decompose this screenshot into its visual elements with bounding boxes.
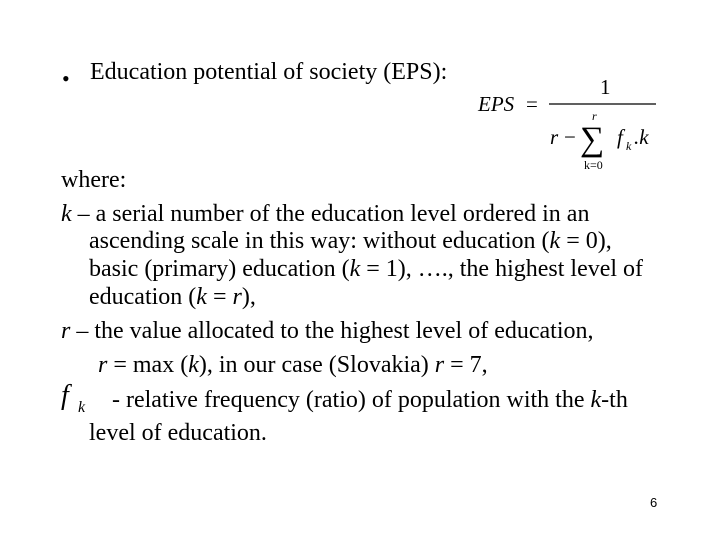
r-def-text: = max (	[107, 352, 189, 378]
k-def-text: = 1), …., the highest level of	[360, 256, 644, 282]
fk-def-text: - relative frequency (ratio) of population with the	[112, 387, 591, 413]
k-definition-line-2	[89, 227, 612, 256]
eps-formula	[474, 70, 664, 180]
r-symbol: r	[61, 318, 71, 344]
formula-f-subscript: k	[626, 139, 632, 153]
r-def-text: ), in our case (Slovakia)	[198, 352, 435, 378]
k-symbol: k	[196, 284, 207, 310]
k-def-text: ),	[241, 284, 256, 310]
r-symbol: r	[434, 352, 445, 378]
r-symbol: r	[98, 352, 108, 378]
k-symbol: k	[590, 387, 602, 413]
fk-definition-line-1	[112, 386, 628, 415]
k-symbol: k	[549, 228, 561, 254]
k-definition-line-4	[89, 283, 256, 312]
k-definition-line-1	[61, 200, 589, 229]
formula-denominator-r: r	[550, 125, 559, 149]
fk-f: f	[61, 380, 69, 411]
sigma-icon: ∑	[580, 121, 605, 158]
r-symbol: r	[232, 284, 242, 310]
k-def-text: ascending scale in this way: without education (	[89, 228, 550, 254]
k-definition-text: – a serial number of the education level ordered in an	[71, 201, 590, 227]
k-definition-line-3	[89, 255, 643, 284]
k-def-text: basic (primary) education (	[89, 256, 350, 282]
k-def-text: =	[206, 284, 233, 310]
fk-definition-line-2: level of education.	[89, 420, 267, 446]
formula-lower-limit: k=0	[584, 158, 603, 172]
formula-lhs: EPS	[478, 92, 515, 116]
r-definition-line-2	[98, 351, 488, 380]
slide-title: Education potential of society (EPS):	[90, 59, 448, 85]
r-definition-line-1	[61, 317, 594, 346]
formula-equals: =	[526, 92, 538, 116]
k-def-text: = 0),	[560, 228, 612, 254]
k-def-text: education (	[89, 284, 197, 310]
formula-dot-k: .k	[634, 125, 649, 149]
page-number: 6	[650, 495, 658, 510]
r-def-text: = 7,	[444, 352, 488, 378]
formula-f: f	[617, 125, 623, 149]
formula-minus: −	[564, 125, 576, 149]
fk-k: k	[78, 399, 86, 416]
fk-def-text: -th	[601, 387, 628, 413]
bullet-icon: •	[62, 66, 70, 91]
formula-upper-limit: r	[592, 109, 597, 123]
fk-symbol	[58, 378, 98, 418]
k-symbol: k	[188, 352, 199, 378]
k-symbol: k	[61, 201, 72, 227]
r-def-text: – the value allocated to the highest level of education,	[70, 318, 594, 344]
where-label: where:	[61, 167, 127, 193]
k-symbol: k	[349, 256, 361, 282]
formula-numerator: 1	[600, 75, 611, 99]
